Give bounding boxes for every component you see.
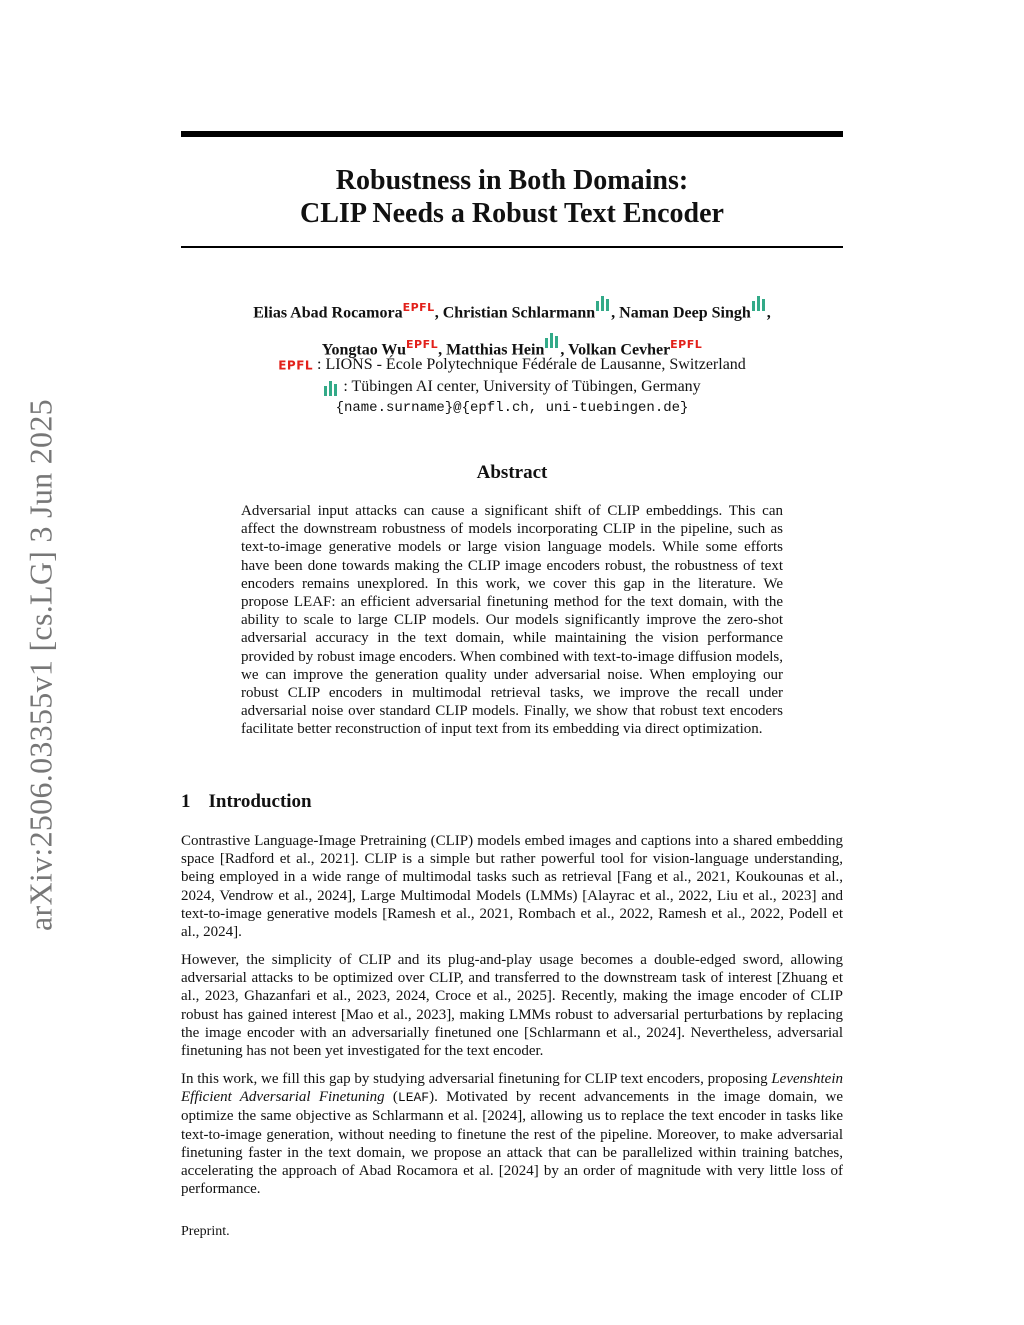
tuebingen-logo — [751, 293, 767, 311]
affiliation-epfl — [181, 356, 843, 374]
arxiv-identifier: arXiv:2506.03355v1 [cs.LG] 3 Jun 2025 — [22, 399, 59, 931]
abstract-text: Adversarial input attacks can cause a significant shift of CLIP embeddings. This can affect the downstream robustness of models incorporating CLIP in the pipeline, such as text-to-image generative models or large vision language models. While some efforts have been done towards making the CLIP image encoders robust, the robustness of text encoders remains unexplored. In this work, we cover this gap in the literature. We propose LEAF: an efficient adversarial finetuning method for the text domain, with the ability to scale to large CLIP models. Our models significantly improve the zero-shot adversarial accuracy in the text domain, while maintaining the vision performance provided by robust image encoders. When combined with text-to-image diffusion models, we can improve the generation quality under adversarial noise. When employing our robust CLIP encoders in multimodal retrieval tasks, we improve the recall under adversarial noise over standard CLIP models. Finally, we show that robust text encoders facilitate better reconstruction of input text from its embedding via direct optimization. — [241, 503, 783, 738]
affiliation-tuebingen-text: : Tübingen AI center, University of Tübingen, Germany — [339, 378, 701, 395]
paragraph-text: In this work, we fill this gap by studying adversarial finetuning for CLIP text encoders, proposing — [181, 1071, 772, 1087]
title-top-rule — [181, 131, 843, 137]
author-name: Volkan Cevher — [568, 341, 671, 359]
paragraph-text: ( — [384, 1089, 398, 1106]
arxiv-sidebar — [0, 0, 80, 1325]
title-line-2: CLIP Needs a Robust Text Encoder — [300, 198, 724, 229]
title-line-1: Robustness in Both Domains: — [335, 165, 689, 196]
footer-preprint: Preprint. — [181, 1224, 230, 1239]
title-bottom-rule — [181, 246, 843, 248]
epfl-logo: EPFL — [402, 301, 435, 314]
tuebingen-logo — [544, 330, 560, 348]
author-name: Naman Deep Singh — [619, 304, 751, 322]
author-email: {name.surname}@{epfl.ch, uni-tuebingen.de} — [335, 400, 689, 416]
affiliation-tuebingen — [181, 378, 843, 396]
epfl-logo: EPFL — [278, 358, 314, 373]
author-list: Elias Abad Rocamora$^{EPFL}$, Christian Schlarmann , Naman Deep Singh , Yongtao $Wu^{EPFL}$, Matthias Hein , Volkan Cevher$^{EPFL}$ — [181, 292, 843, 367]
section-title: Introduction — [208, 791, 312, 812]
author-name: Christian Schlarmann — [442, 304, 596, 322]
author-name: Yongtao Wu — [321, 341, 407, 359]
method-name: Levenshtein Efficient Adversarial Finetuning — [181, 1071, 843, 1106]
tuebingen-logo — [595, 293, 611, 311]
paper-title — [181, 164, 843, 230]
section-number: 1 — [181, 791, 191, 812]
epfl-logo: EPFL — [406, 338, 439, 352]
intro-paragraph-2: However, the simplicity of CLIP and its plug-and-play usage becomes a double-edged sword, allowing adversarial attacks to be optimized over CLIP, and transferred to the downstream task of interest [Zhuang et al., 2023, Ghazanfari et al., 2023, 2024, Croce et al., 2025]. Recently, making the image encoder of CLIP robust has gained interest [Mao et al., 2023], making LMMs robust to adversarial perturbations by replacing the image encoder with an adversarially finetuned one [Schlarmann et al., 2024]. Nevertheless, adversarial finetuning has not been yet investigated for the text encoder. — [181, 952, 843, 1060]
section-heading-introduction — [181, 791, 312, 813]
abstract-heading: Abstract — [476, 462, 548, 483]
author-name: Matthias Hein — [446, 341, 545, 359]
epfl-logo: EPFL — [670, 338, 703, 352]
intro-paragraph-1: Contrastive Language-Image Pretraining (CLIP) models embed images and captions into a shared embedding space [Radford et al., 2021]. CLIP is a simple but rather powerful tool for vision-language understanding, being employed in a wide range of multimodal tasks such as retrieval [Fang et al., 2021, Koukounas et al., 2024, Vendrow et al., 2024], Large Multimodal Models (LMMs) [Alayrac et al., 2022, Liu et al., 2023] and text-to-image generative models [Ramesh et al., 2021, Rombach et al., 2022, Ramesh et al., 2022, Podell et al., 2024]. — [181, 833, 843, 941]
tuebingen-logo — [323, 378, 339, 396]
author-name: Elias Abad Rocamora — [253, 304, 403, 322]
affiliation-epfl-text: : LIONS - École Polytechnique Fédérale de Lausanne, Switzerland — [313, 356, 746, 373]
intro-paragraph-3 — [181, 1070, 843, 1198]
paragraph-text: ). Motivated by recent advancements in the image domain, we optimize the same objective as Schlarmann et al. [2024], allowing us to replace the text encoder in tasks like text-to-image generation, without needing to finetune the rest of the pipeline. Moreover, to make adversarial finetuning faster in the text domain, we propose an attack that can be parallelized within training batches, accelerating the approach of Abad Rocamora et al. [2024] by an order of magnitude with very little loss of performance. — [181, 1089, 844, 1198]
method-acronym: LEAF — [397, 1090, 430, 1106]
